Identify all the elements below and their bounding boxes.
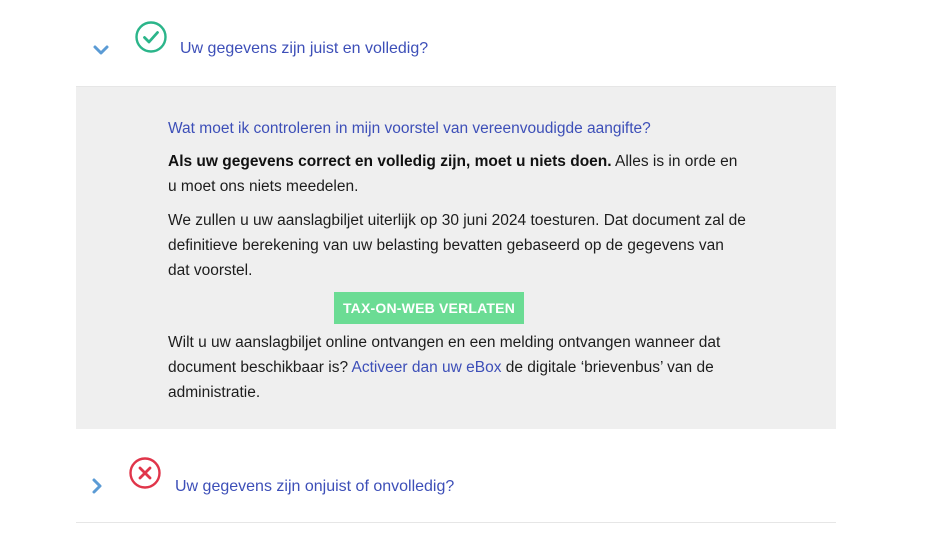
chevron-right-icon[interactable] xyxy=(88,477,106,495)
ebox-text-before: Wilt u uw aanslagbiljet online ontvangen en een melding ontvangen wanneer dat document beschikbaar is? xyxy=(168,334,721,376)
button-row xyxy=(168,292,748,326)
ebox-text-after: de digitale ‘brievenbus’ van de administratie. xyxy=(168,359,714,401)
paragraph-bold-text: Als uw gegevens correct en volledig zijn, moet u niets doen. xyxy=(168,153,612,170)
check-circle-icon xyxy=(134,20,168,54)
activate-ebox-link[interactable]: Activeer dan uw eBox xyxy=(351,359,502,376)
leave-tax-on-web-button[interactable]: TAX-ON-WEB VERLATEN xyxy=(334,292,524,324)
x-circle-icon xyxy=(128,456,162,490)
question-link[interactable]: Wat moet ik controleren in mijn voorstel van vereenvoudigde aangifte? xyxy=(168,120,651,137)
paragraph-rest-text: Alles is in orde en u moet ons niets meedelen. xyxy=(168,153,738,195)
paragraph-tax-bill: We zullen u uw aanslagbiljet uiterlijk op 30 juni 2024 toesturen. Dat document zal de definitieve berekening van uw belasting bevatten gebaseerd op de gegevens van dat voorstel. xyxy=(168,212,746,279)
accordion-header-incorrect[interactable] xyxy=(76,429,836,523)
paragraph-no-action xyxy=(168,149,748,199)
accordion-title-correct[interactable]: Uw gegevens zijn juist en volledig? xyxy=(180,40,429,57)
chevron-down-icon[interactable] xyxy=(92,41,110,59)
paragraph-ebox xyxy=(168,330,748,405)
accordion-header-correct[interactable] xyxy=(76,0,836,87)
accordion-panel-correct xyxy=(76,87,836,429)
accordion-title-incorrect[interactable]: Uw gegevens zijn onjuist of onvolledig? xyxy=(175,478,455,495)
panel-content xyxy=(168,116,748,414)
